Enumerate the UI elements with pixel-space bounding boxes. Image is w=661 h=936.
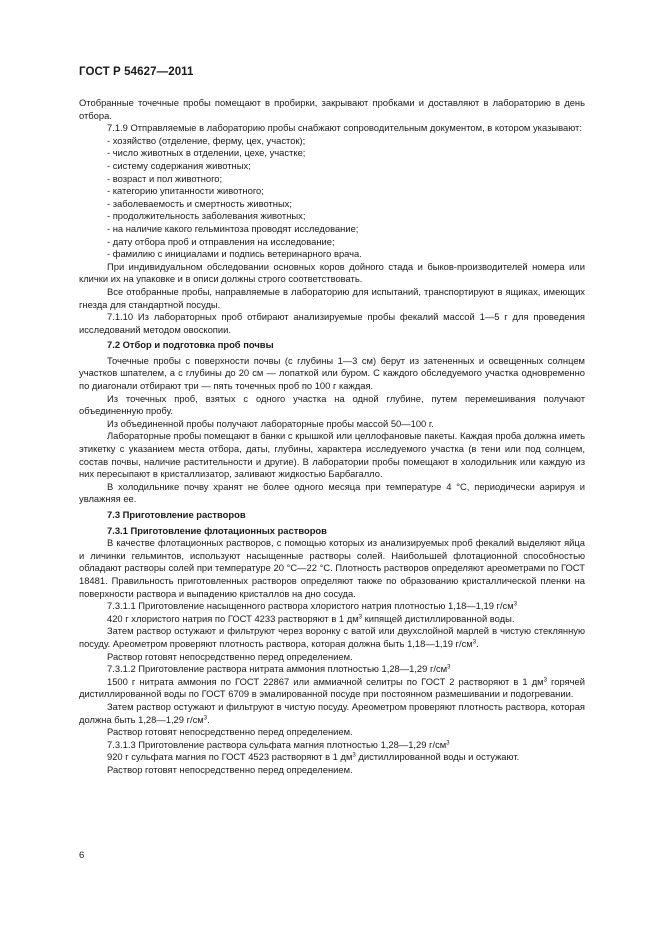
paragraph: Из объединенной пробы получают лабораторные пробы массой 50—100 г.	[107, 417, 434, 429]
cube-superscript: 3	[203, 715, 208, 721]
paragraph: Раствор готовят непосредственно перед определением.	[107, 726, 353, 738]
document-header: ГОСТ Р 54627—2011	[79, 66, 194, 78]
clause-text: 7.3.1.3 Приготовление раствора сульфата магния плотностью 1,28—1,29 г/см	[107, 738, 447, 750]
clause-text: 7.3.1.1 Приготовление насыщенного раствора хлористого натрия плотностью 1,18—1,19 г/см	[107, 600, 514, 612]
list-item: - хозяйство (отделение, ферму, цех, участок);	[107, 134, 306, 146]
clause-7-1-10: 7.1.10 Из лабораторных проб отбирают анализируемые пробы фекалий массой 1—5 г для проведения исследований методом овоскопии.	[79, 311, 585, 335]
paragraph-text: Затем раствор остужают и фильтруют в чистую посуду. Ареометром проверяют плотность раствора, которая должна быть 1,28—1,29 г/см	[79, 700, 585, 725]
cube-superscript: 3	[447, 664, 451, 671]
list-item: - заболеваемость и смертность животных;	[107, 197, 292, 209]
paragraph-text: 1500 г нитрата аммония по ГОСТ 22867 или аммиачной селитры по ГОСТ 2 растворяют в 1 дм	[107, 675, 544, 687]
sentence-period: .	[207, 713, 210, 725]
paragraph: Раствор готовят непосредственно перед определением.	[107, 650, 353, 662]
paragraph: Из точечных проб, взятых с одного участка на одной глубине, путем перемешивания получают объединенную пробу.	[79, 392, 585, 417]
paragraph-text: 920 г сульфата магния по ГОСТ 4523 растворяют в 1 дм	[107, 751, 353, 763]
paragraph-text: Затем раствор остужают и фильтруют через воронку с ватой или двухслойной марлей в чистую стеклянную посуду. Ареометром проверяют плотность раствора, которая должна быть 1,18—1,19 г/см	[79, 625, 585, 649]
list-item: - на наличие какого гельминтоза проводят исследование;	[107, 222, 359, 234]
cube-superscript: 3	[472, 639, 477, 646]
paragraph	[79, 613, 585, 626]
paragraph	[79, 751, 585, 764]
cube-superscript: 3	[358, 614, 362, 621]
cube-superscript: 3	[513, 601, 518, 608]
section-heading-7-3: 7.3 Приготовление растворов	[107, 509, 246, 520]
paragraph: При индивидуальном обследовании основных коров дойного стада и быков-производителей номера или клички их на упаковке и в описи должны строго соответствовать.	[79, 260, 585, 285]
paragraph: Раствор готовят непосредственно перед определением.	[107, 763, 353, 775]
list-item: - систему содержания животных;	[107, 159, 251, 171]
paragraph-text: горячей дистиллированной воды по ГОСТ 6709 в эмалированной посуде при постоянном размешивании и подогревании.	[79, 675, 585, 700]
list-item: - число животных в отделении, цехе, участке;	[107, 147, 306, 159]
paragraph: Лабораторные пробы помещают в банки с крышкой или целлофановые пакеты. Каждая проба должна иметь этикетку с указанием места отбора, даты, глубины, характера исследуемого участка (в тени или под солнцем, состав почвы, наличие растительности и другие). В лаборатории пробы помещают в холодильник или каждую из них пересыпают в кристаллизатор, заливают жидкостью Барбагалло.	[79, 430, 585, 480]
list-item: - фамилию с инициалами и подпись ветеринарного врача.	[107, 248, 362, 260]
clause-7-3-1-2	[79, 663, 585, 676]
paragraph-text: 420 г хлористого натрия по ГОСТ 4233 растворяют в 1 дм	[107, 612, 359, 624]
sentence-period: .	[476, 637, 479, 649]
paragraph-text: кипящей дистиллированной воды.	[362, 612, 515, 624]
paragraph: Отобранные точечные пробы помещают в пробирки, закрывают пробками и доставляют в лабораторию в день отбора.	[79, 97, 585, 121]
document-body	[79, 97, 585, 776]
clause-text: 7.3.1.2 Приготовление раствора нитрата аммония плотностью 1,28—1,29 г/см	[107, 663, 448, 675]
section-heading-7-2: 7.2 Отбор и подготовка проб почвы	[107, 339, 274, 351]
list-item: - возраст и пол животного;	[107, 172, 223, 184]
paragraph	[79, 701, 585, 726]
paragraph: Точечные пробы с поверхности почвы (с глубины 1—3 см) берут из затененных и освещенных солнцем участков шпателем, а с глубины до 20 см — лопаткой или буром. С каждого обследуемого участка одновременно по диагонали отбирают три — пять точечных проб по 100 г каждая.	[79, 354, 585, 392]
paragraph	[79, 676, 585, 701]
paragraph: В качестве флотационных растворов, с помощью которых из анализируемых проб фекалий выделяют яйца и личинки гельминтов, используют насыщенные растворы солей. Наибольшей флотационной способностью обладают растворы солей при температуре 20 °С—22 °С. Плотность растворов определяют ареометрами по ГОСТ 18481. Правильность приготовленных растворов определяют также по образованию кристаллической пленки на поверхности раствора и выпадению кристаллов на дно сосуда.	[79, 537, 585, 599]
paragraph: В холодильнике почву хранят не более одного месяца при температуре 4 °С, периодически аэрируя и увлажняя ее.	[79, 480, 585, 505]
paragraph-text: дистиллированной воды и остужают.	[355, 751, 520, 763]
list-item: - категорию упитанности животного;	[107, 185, 264, 197]
list-item: - дату отбора проб и отправления на исследование;	[107, 235, 335, 247]
clause-7-3-1-1	[79, 600, 585, 613]
paragraph: Все отобранные пробы, направляемые в лабораторию для испытаний, транспортируют в ящиках, имеющих гнезда для стандартной посуды.	[79, 285, 585, 310]
cube-superscript: 3	[446, 740, 450, 747]
list-item: - продолжительность заболевания животных;	[107, 210, 306, 222]
cube-superscript: 3	[352, 752, 356, 759]
clause-7-3-1-3	[79, 739, 585, 752]
subsection-heading-7-3-1: 7.3.1 Приготовление флотационных растворов	[107, 524, 327, 536]
page-number: 6	[79, 850, 85, 861]
paragraph	[79, 625, 585, 650]
clause-7-1-9: 7.1.9 Отправляемые в лабораторию пробы снабжают сопроводительным документом, в котором указывают:	[107, 122, 582, 134]
cube-superscript: 3	[543, 677, 547, 684]
